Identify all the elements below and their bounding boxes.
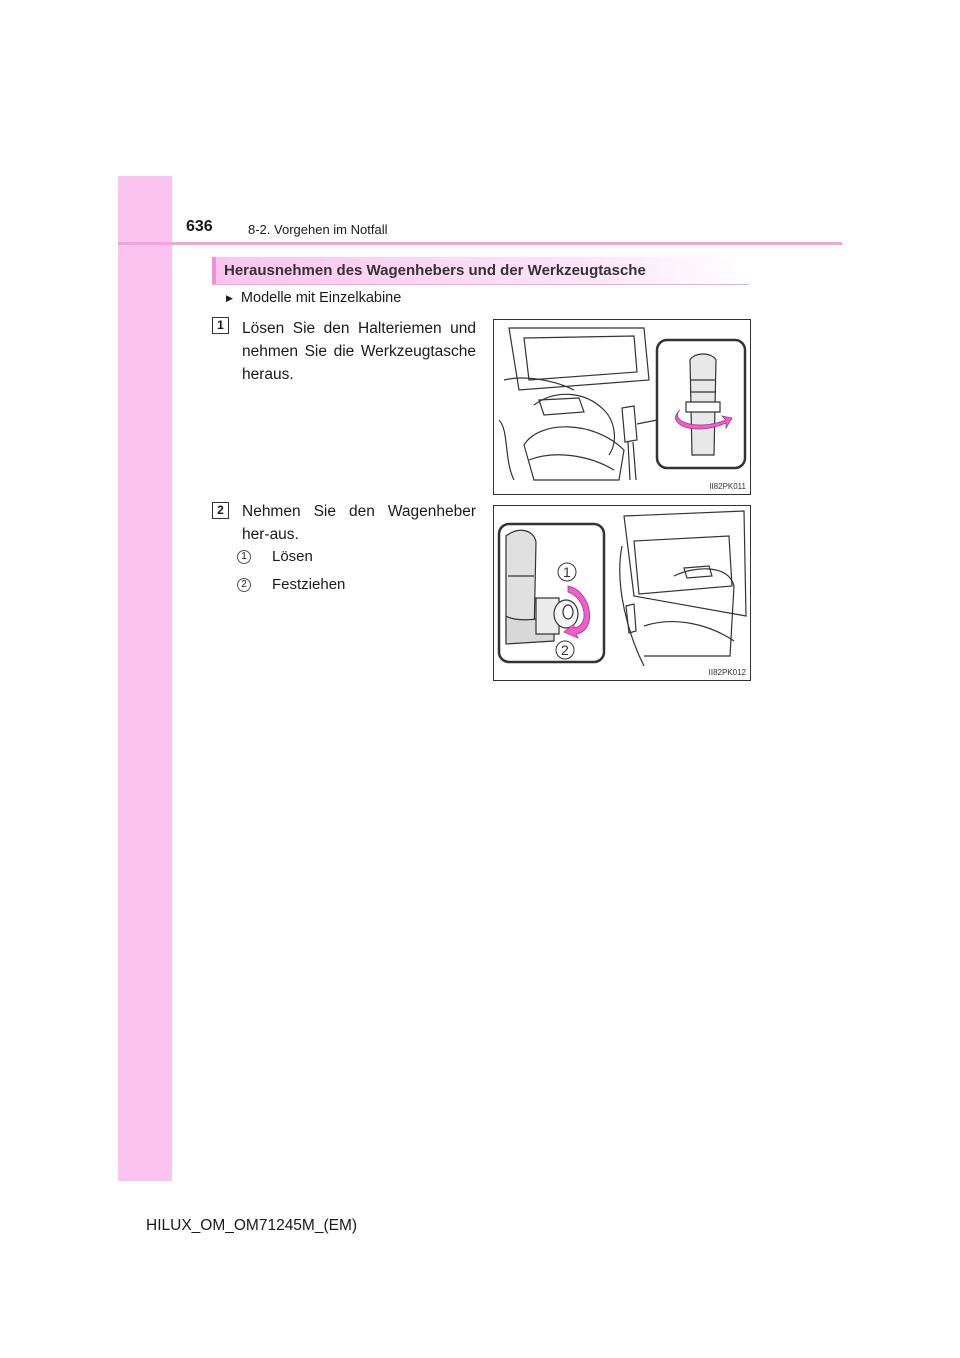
header-rule	[118, 242, 842, 245]
sub-item-label: Lösen	[272, 548, 313, 565]
banner-title: Herausnehmen des Wagenhebers und der Werkzeugtasche	[224, 262, 646, 279]
sidebar-tab	[118, 176, 172, 1181]
figure-code: II82PK012	[708, 668, 746, 677]
figure-jack	[493, 505, 751, 681]
page-number: 636	[186, 218, 213, 235]
figure-tool-bag	[493, 319, 751, 495]
banner-accent-bar	[212, 257, 216, 284]
section-title: 8-2. Vorgehen im Notfall	[248, 222, 388, 237]
sub-item-number: 1	[237, 550, 251, 564]
callout-number: 1	[563, 564, 571, 580]
bullet-text: Modelle mit Einzelkabine	[240, 290, 402, 306]
footer-doc-id: HILUX_OM_OM71245M_(EM)	[146, 1217, 358, 1234]
step-1-text: Lösen Sie den Halteriemen und nehmen Sie die Werkzeugtasche heraus.	[242, 320, 476, 383]
tool-bag-illustration	[494, 320, 750, 494]
step-number-box: 2	[212, 502, 229, 519]
step-number-box: 1	[212, 317, 229, 334]
jack-illustration	[494, 506, 750, 680]
section-banner	[212, 257, 749, 285]
step-2-text: Nehmen Sie den Wagenheber her-aus.	[242, 503, 476, 543]
triangle-bullet-icon: ▶	[226, 293, 233, 303]
model-bullet	[226, 290, 401, 306]
sub-item-label: Festziehen	[272, 576, 346, 593]
figure-code: II82PK011	[709, 482, 746, 491]
callout-number: 2	[561, 642, 569, 658]
sub-item-number: 2	[237, 578, 251, 592]
